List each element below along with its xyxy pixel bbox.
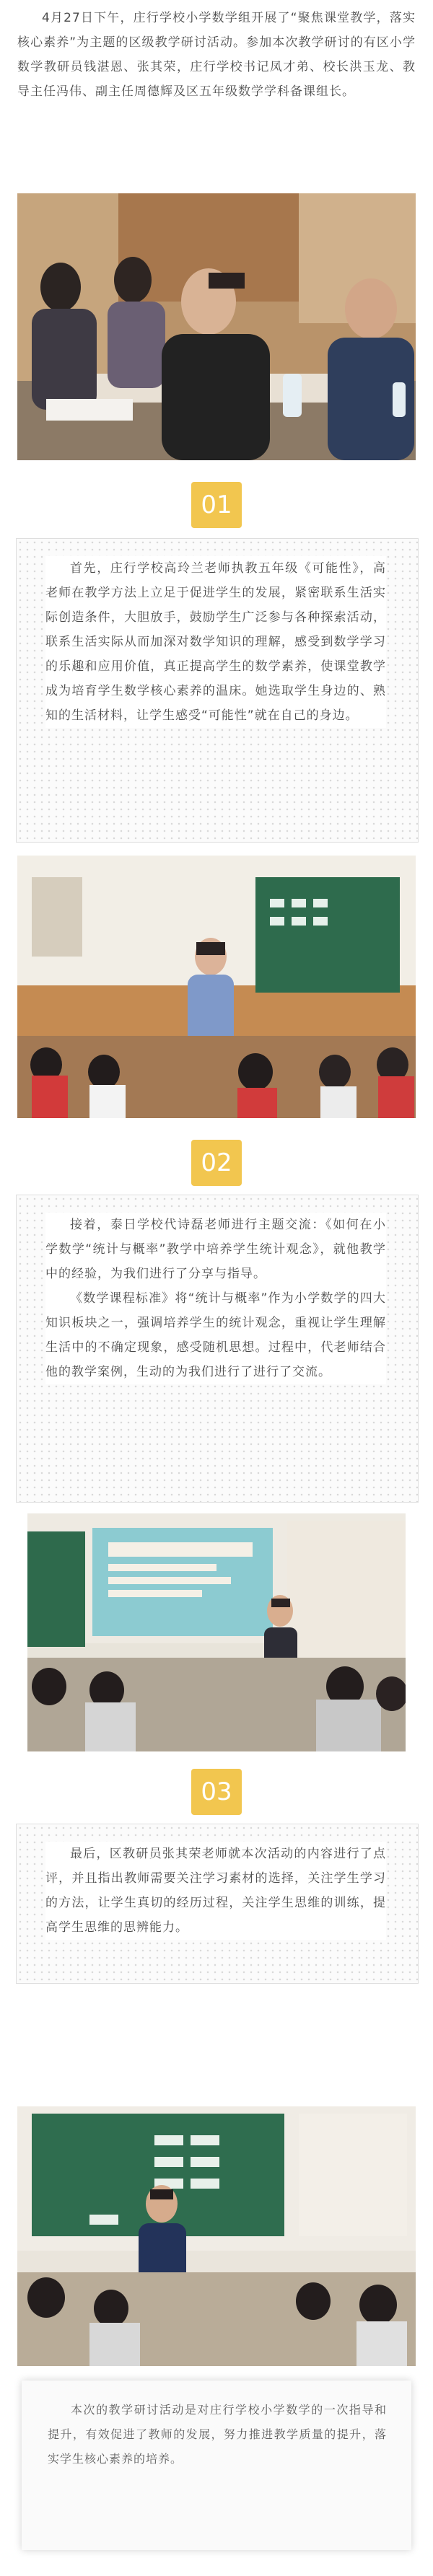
section-02-text-area xyxy=(45,1213,386,1384)
closing-text-area xyxy=(48,2398,387,2471)
photo-classroom-lesson xyxy=(17,856,416,1118)
section-01-text-area xyxy=(45,556,386,728)
section-02-paragraph-2: 《数学课程标准》将“统计与概率”作为小学数学的四大知识板块之一，强调培养学生的统计观念，重视让学生理解生活中的不确定现象，感受随机思想。过程中，代老师结合他的教学案例，生动的为我们进行了进行了交流。 xyxy=(45,1291,386,1379)
photo-review-speaker xyxy=(17,2106,416,2366)
intro-paragraph: 4月27日下午，庄行学校小学数学组开展了“聚焦课堂教学，落实核心素养”为主题的区级教学研讨活动。参加本次教学研讨的有区小学数学教研员钱湛恩、张其荣，庄行学校书记凤才弟、校长洪玉龙、教导主任冯伟、副主任周德辉及区五年级数学学科备课组长。 xyxy=(17,11,416,99)
section-01-badge: 01 xyxy=(191,482,242,528)
section-02-paragraph-1: 接着，泰日学校代诗磊老师进行主题交流：《如何在小学数学“统计与概率”教学中培养学生统计观念》，就他教学中的经验，为我们进行了分享与指导。 xyxy=(45,1218,386,1281)
intro-block xyxy=(17,6,416,104)
section-03-text-area xyxy=(45,1842,386,1940)
photo-teachers-meeting xyxy=(17,193,416,460)
section-01-header xyxy=(0,482,433,528)
closing-box xyxy=(22,2381,411,2550)
section-02-box xyxy=(16,1195,419,1503)
closing-paragraph: 本次的教学研讨活动是对庄行学校小学数学的一次指导和提升，有效促进了教师的发展，努力推进教学质量的提升，落实学生核心素养的培养。 xyxy=(48,2403,387,2466)
section-02-header xyxy=(0,1140,433,1186)
section-03-header xyxy=(0,1769,433,1815)
section-03-box xyxy=(16,1824,419,1984)
section-03-paragraph: 最后，区教研员张其荣老师就本次活动的内容进行了点评，并且指出教师需要关注学习素材的选择，关注学生学习的方法，让学生真切的经历过程，关注学生思维的训练，提高学生思维的思辨能力。 xyxy=(45,1847,386,1935)
section-02-badge: 02 xyxy=(191,1140,242,1186)
section-01-box xyxy=(16,538,419,843)
section-01-paragraph: 首先，庄行学校高玲兰老师执教五年级《可能性》，高老师在教学方法上立足于促进学生的发展，紧密联系生活实际创造条件，大胆放手，鼓励学生广泛参与各种探索活动，联系生活实际从而加深对数学知识的理解，感受到数学学习的乐趣和应用价值，真正提高学生的数学素养，使课堂教学成为培育学生数学核心素养的温床。她选取学生身边的、熟知的生活材料，让学生感受“可能性”就在自己的身边。 xyxy=(45,561,386,723)
section-03-badge: 03 xyxy=(191,1769,242,1815)
photo-presentation xyxy=(27,1513,406,1751)
